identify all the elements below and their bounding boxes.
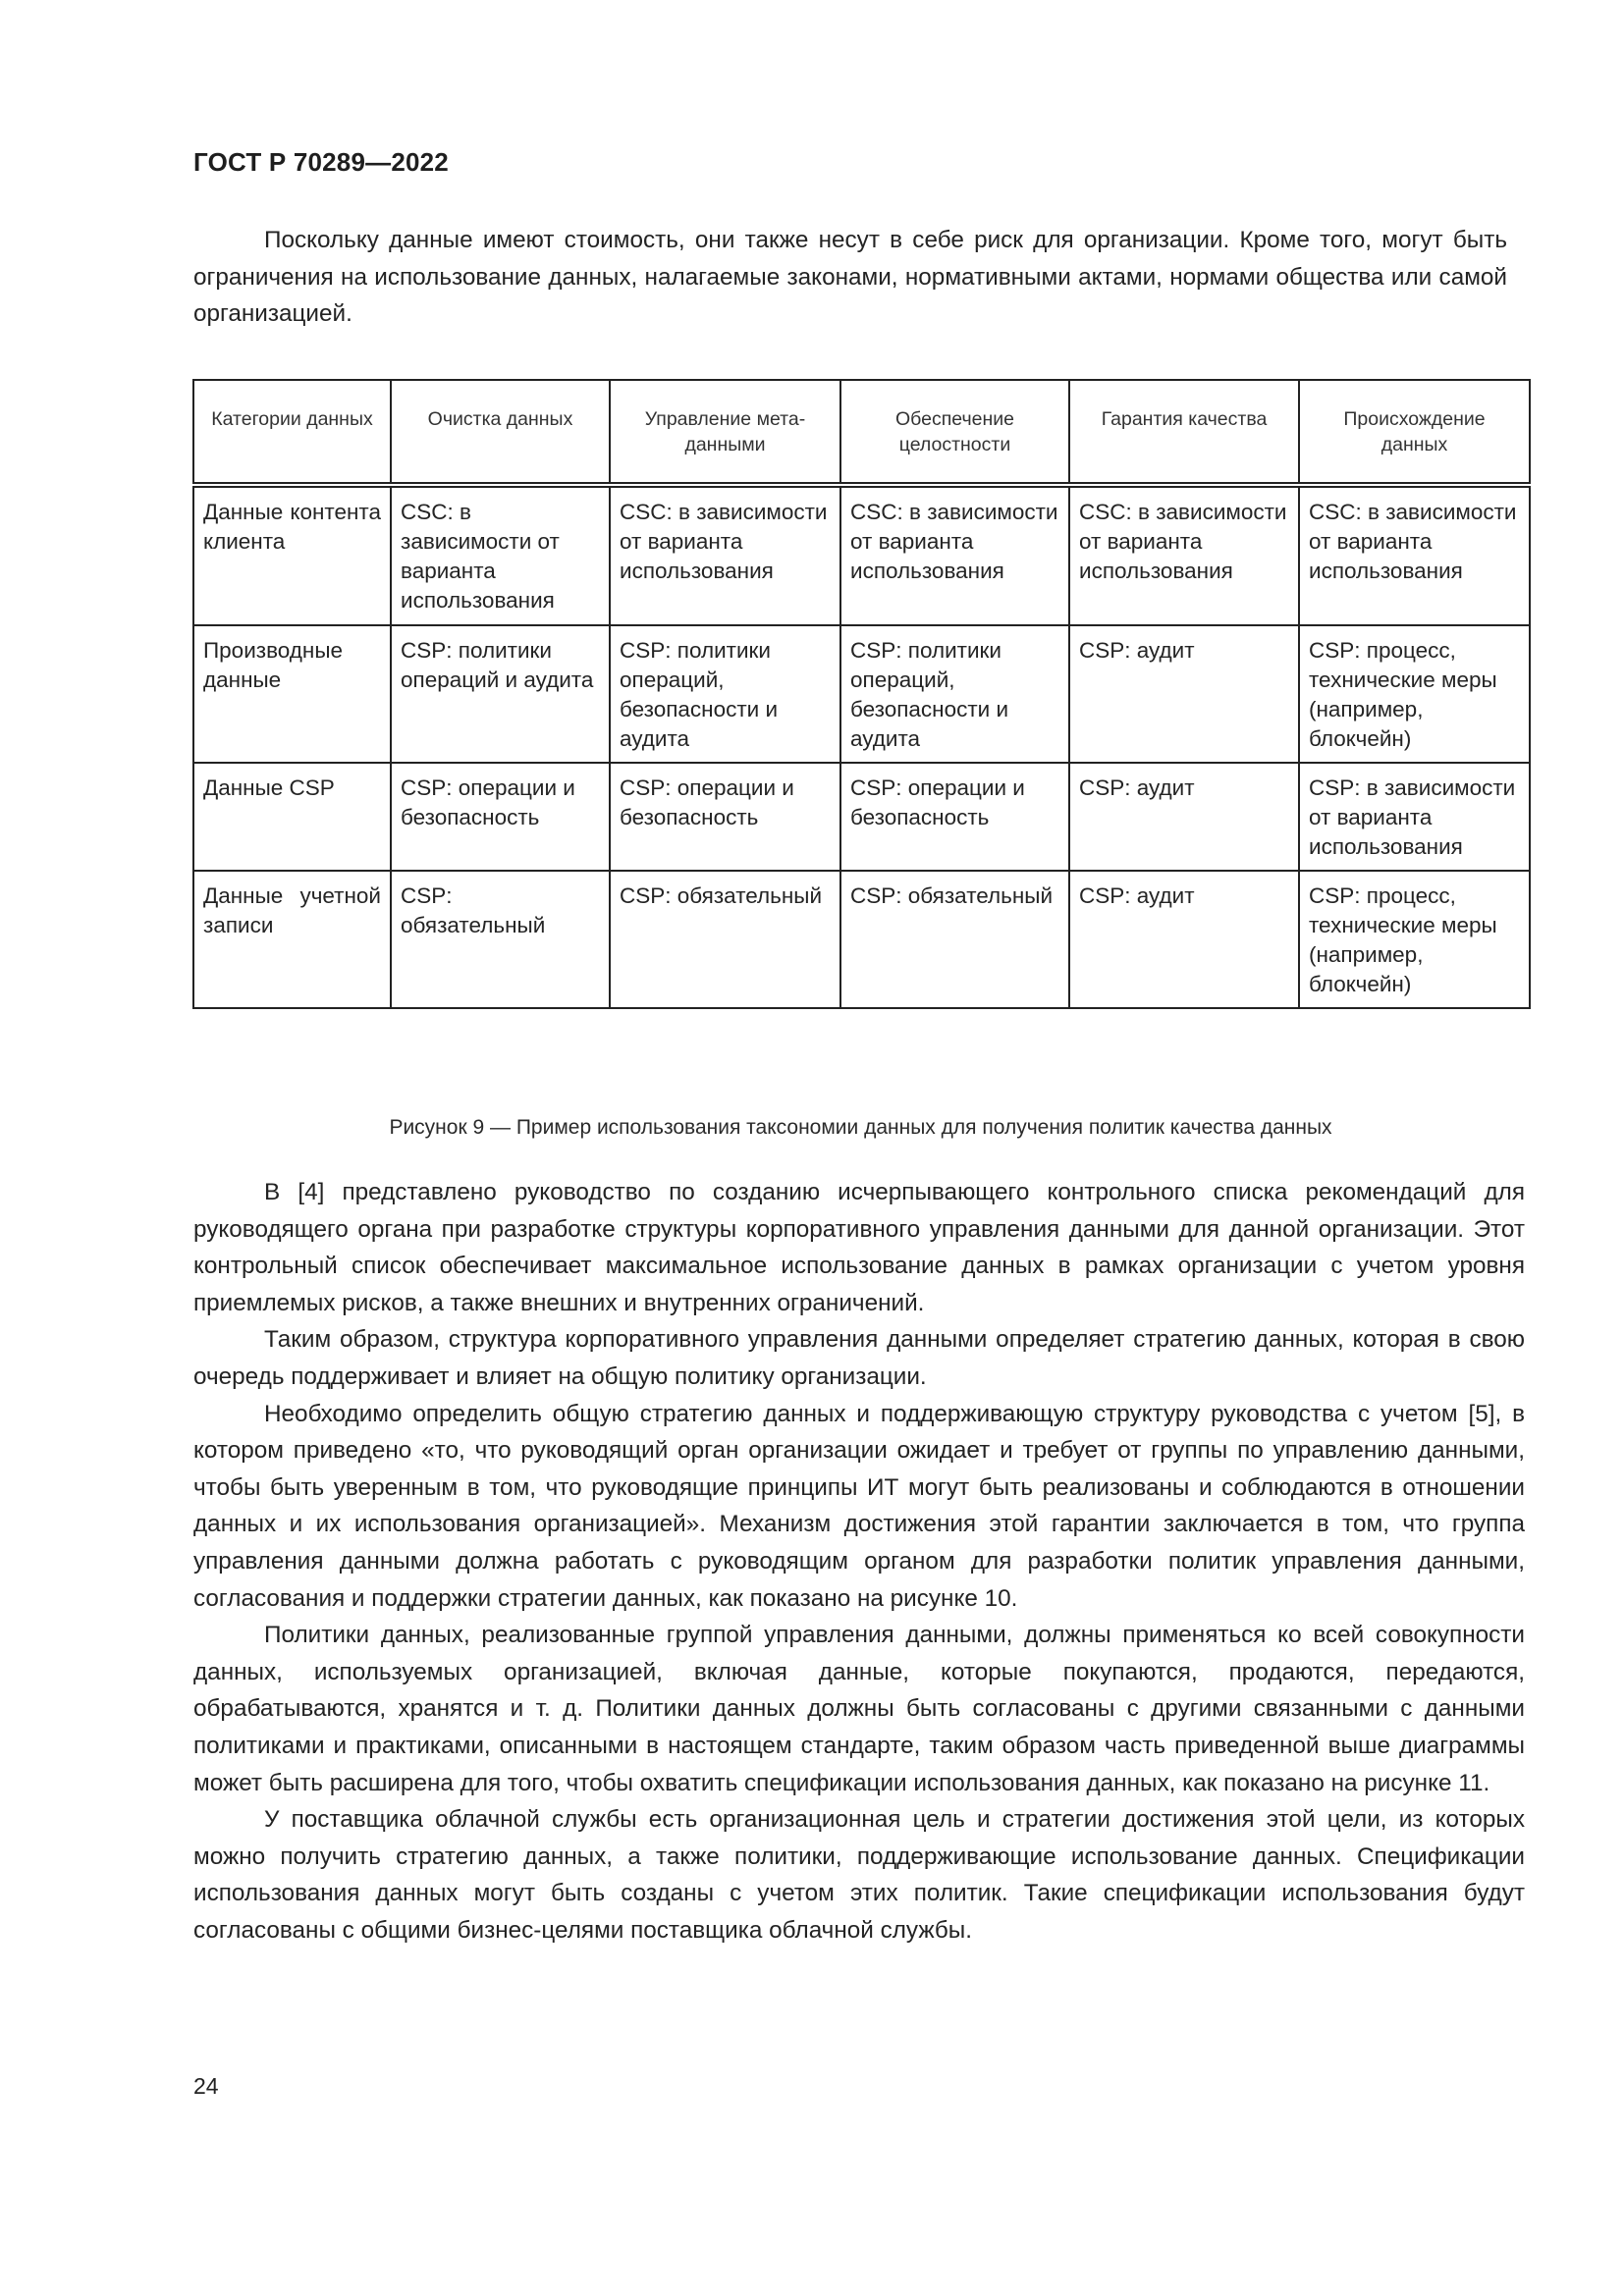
table-cell: CSC: в зависимости от варианта использования bbox=[610, 485, 840, 625]
column-header: Управление мета-данными bbox=[610, 380, 840, 485]
table-cell: CSP: аудит bbox=[1069, 871, 1299, 1008]
body-paragraph: В [4] представлено руководство по созданию исчерпывающего контрольного списка рекомендаций для руководящего органа при разработке структуры корпоративного управления данными для данной организации. Этот контрольный список обеспечивает максимальное использование данных в рамках организации с учетом уровня приемлемых рисков, а также внешних и внутренних ограничений. bbox=[193, 1179, 1525, 1316]
table-row bbox=[193, 485, 1530, 625]
category-cell: Данные CSP bbox=[193, 763, 391, 871]
page-number: 24 bbox=[193, 2073, 219, 2099]
body-paragraph: Таким образом, структура корпоративного управления данными определяет стратегию данных, которая в свою очередь поддерживает и влияет на общую политику организации. bbox=[193, 1326, 1525, 1390]
table-cell: CSP: в зависимости от варианта использования bbox=[1299, 763, 1530, 871]
figure-caption: Рисунок 9 — Пример использования таксономии данных для получения политик качества данных bbox=[389, 1116, 1332, 1139]
standard-header: ГОСТ Р 70289—2022 bbox=[193, 147, 449, 177]
column-header: Очистка данных bbox=[391, 380, 610, 485]
table-cell: CSP: операции и безопасность bbox=[391, 763, 610, 871]
intro-paragraph: Поскольку данные имеют стоимость, они также несут в себе риск для организации. Кроме того, могут быть ограничения на использование данных, налагаемые законами, нормативными актами, нормами общества или самой организацией. bbox=[193, 227, 1507, 328]
column-header: Категории данных bbox=[193, 380, 391, 485]
category-cell: Данные учетной записи bbox=[193, 871, 391, 1008]
table-cell: CSP: обязательный bbox=[391, 871, 610, 1008]
table-cell: CSP: политики операций и аудита bbox=[391, 625, 610, 763]
table-cell: CSC: в зависимости от варианта использования bbox=[1299, 485, 1530, 625]
table-row bbox=[193, 625, 1530, 763]
category-cell: Производные данные bbox=[193, 625, 391, 763]
table-cell: CSP: политики операций, безопасности и аудита bbox=[610, 625, 840, 763]
data-taxonomy-table bbox=[192, 379, 1531, 1009]
table-cell: CSC: в зависимости от варианта использования bbox=[391, 485, 610, 625]
table-header-row bbox=[193, 380, 1530, 485]
table-cell: CSP: процесс, технические меры (например, блокчейн) bbox=[1299, 871, 1530, 1008]
column-header: Происхождение данных bbox=[1299, 380, 1530, 485]
table-row bbox=[193, 763, 1530, 871]
table-cell: CSP: аудит bbox=[1069, 625, 1299, 763]
table-cell: CSP: операции и безопасность bbox=[610, 763, 840, 871]
table-cell: CSC: в зависимости от варианта использования bbox=[840, 485, 1069, 625]
table-cell: CSP: аудит bbox=[1069, 763, 1299, 871]
table-cell: CSP: политики операций, безопасности и аудита bbox=[840, 625, 1069, 763]
table-cell: CSP: процесс, технические меры (например, блокчейн) bbox=[1299, 625, 1530, 763]
body-text bbox=[193, 1174, 1525, 1949]
body-paragraph: Политики данных, реализованные группой управления данными, должны применяться ко всей совокупности данных, используемых организацией, включая данные, которые покупаются, продаются, передаются, обрабатываются, хранятся и т. д. Политики данных должны быть согласованы с другими связанными с данными политиками и практиками, описанными в настоящем стандарте, таким образом часть приведенной выше диаграммы может быть расширена для того, чтобы охватить спецификации использования данных, как показано на рисунке 11. bbox=[193, 1622, 1525, 1796]
body-paragraph: Необходимо определить общую стратегию данных и поддерживающую структуру руководства с учетом [5], в котором приведено «то, что руководящий орган организации ожидает и требует от группы по управлению данными, чтобы быть уверенным в том, что руководящие принципы ИТ могут быть реализованы и соблюдаются в отношении данных и их использования организацией». Механизм достижения этой гарантии заключается в том, что группа управления данными должна работать с руководящим органом для разработки политик управления данными, согласования и поддержки стратегии данных, как показано на рисунке 10. bbox=[193, 1400, 1525, 1612]
category-cell: Данные контента клиента bbox=[193, 485, 391, 625]
table-row bbox=[193, 871, 1530, 1008]
body-paragraph: У поставщика облачной службы есть организационная цель и стратегии достижения этой цели, из которых можно получить стратегию данных, а также политики, поддерживающие использование данных. Спецификации использования данных могут быть созданы с учетом этих политик. Такие спецификации использования будут согласованы с общими бизнес-целями поставщика облачной службы. bbox=[193, 1806, 1525, 1944]
table-cell: CSC: в зависимости от варианта использования bbox=[1069, 485, 1299, 625]
table-cell: CSP: обязательный bbox=[840, 871, 1069, 1008]
table-cell: CSP: операции и безопасность bbox=[840, 763, 1069, 871]
table-cell: CSP: обязательный bbox=[610, 871, 840, 1008]
column-header: Обеспечение целостности bbox=[840, 380, 1069, 485]
column-header: Гарантия качества bbox=[1069, 380, 1299, 485]
